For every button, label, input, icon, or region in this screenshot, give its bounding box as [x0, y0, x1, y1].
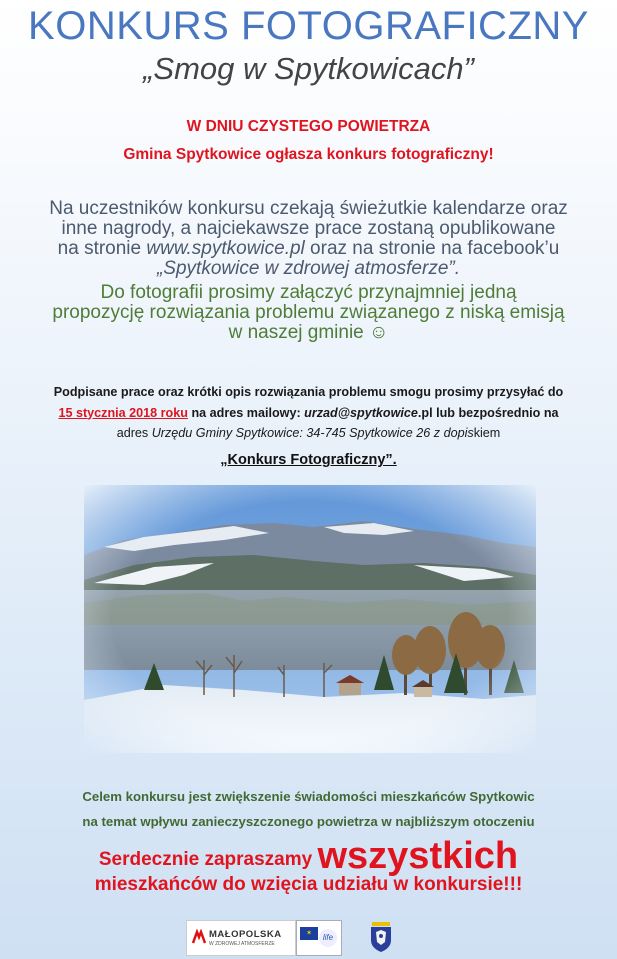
- proposal-line-1: Do fotografii prosimy załączyć przynajmniej jedną: [100, 282, 517, 303]
- proposal-line-2: propozycję rozwiązania problemu związanego z niską emisją: [52, 302, 565, 323]
- invite-line-1: [0, 835, 617, 878]
- prizes-line-3b: oraz na stronie na facebook’u: [304, 238, 560, 259]
- malopolska-mark-icon: [191, 929, 207, 945]
- email-tail: .pl lub bezpośrednio na: [417, 405, 559, 420]
- prizes-line-1: Na uczestników konkursu czekają świeżutkie kalendarze oraz: [49, 198, 568, 219]
- proposal-paragraph: [0, 283, 617, 343]
- email-link[interactable]: urzad@spytkowice: [304, 405, 418, 420]
- eu-flag-icon: ✶: [300, 927, 318, 940]
- prizes-line-3: [0, 239, 617, 259]
- invite-line-2: mieszkańców do wzięcia udziału w konkursie!!!: [94, 874, 523, 895]
- page-title: KONKURS FOTOGRAFICZNY: [28, 4, 589, 48]
- submission-paragraph: [0, 382, 617, 444]
- submission-line-2: [0, 403, 617, 424]
- prizes-line-2: inne nagrody, a najciekawsze prace zostaną opublikowane: [61, 218, 556, 239]
- prizes-paragraph: [0, 199, 617, 279]
- eu-life-logo: [296, 920, 342, 956]
- submission-line-1: Podpisane prace oraz krótki opis rozwiązania problemu smogu prosimy przysyłać do: [53, 385, 564, 399]
- prizes-line-4: „Spytkowice w zdrowej atmosferze”.: [156, 258, 461, 279]
- announcement-line-1: W DNIU CZYSTEGO POWIETRZA: [186, 118, 431, 135]
- malopolska-logo-text: MAŁOPOLSKA: [209, 929, 282, 940]
- goal-line-2: na temat wpływu zanieczyszczonego powietrza w najbliższym otoczeniu: [82, 814, 535, 829]
- spytkowice-coat-of-arms-icon: [369, 922, 393, 952]
- invite-text: Serdecznie zapraszamy: [98, 849, 318, 870]
- deadline-date: 15 stycznia 2018 roku: [58, 405, 188, 420]
- winter-landscape-photo: [84, 485, 536, 753]
- announcement-line-2: Gmina Spytkowice ogłasza konkurs fotograficzny!: [123, 146, 494, 163]
- malopolska-logo-subtext: W ZDROWEJ ATMOSFERZE: [209, 941, 275, 947]
- submission-line-3b: kiem: [473, 426, 501, 440]
- goal-line-1: Celem konkursu jest zwiększenie świadomości mieszkańców Spytkowic: [82, 789, 535, 804]
- page-subtitle: „Smog w Spytkowicach”: [143, 51, 474, 86]
- email-subject-tag: „Konkurs Fotograficzny”.: [220, 452, 397, 468]
- prizes-line-3a: na stronie: [57, 238, 147, 259]
- submission-line-2b: na adres mailowy:: [187, 405, 305, 420]
- office-address: Urzędu Gminy Spytkowice: 34-745 Spytkowice 26 z dopis: [151, 426, 474, 440]
- proposal-line-3: w naszej gminie ☺: [228, 322, 389, 343]
- submission-line-3: [0, 423, 617, 444]
- submission-line-3a: adres: [116, 426, 152, 440]
- malopolska-logo: [186, 920, 296, 956]
- invite-emphasis: wszystkich: [317, 835, 519, 877]
- life-logo-icon: life: [319, 929, 337, 947]
- website-link[interactable]: www.spytkowice.pl: [146, 238, 305, 259]
